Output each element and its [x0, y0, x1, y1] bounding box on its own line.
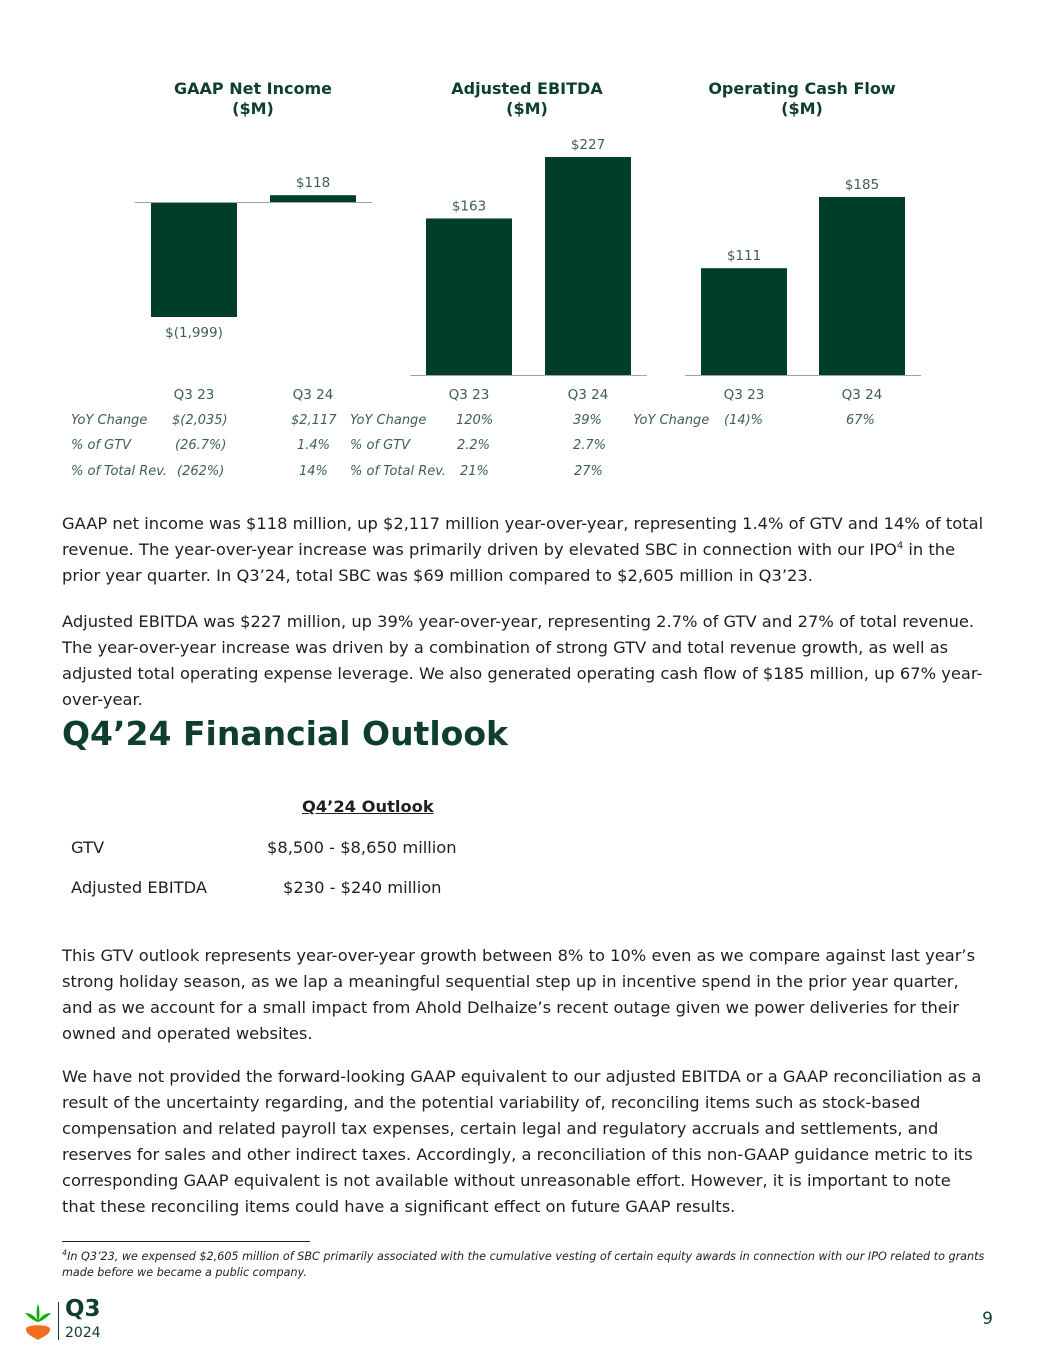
paragraph-text: in the prior year quarter. In Q3’24, total SBC was $69 million compared to $2,605 million in Q3’23.: [62, 540, 956, 585]
gtv-outlook-paragraph: This GTV outlook represents year-over-year growth between 8% to 10% even as we compare against last year’s strong holiday season, as we lap a meaningful sequential step up in incentive spend in the prior year quarter, and as we account for a small impact from Ahold Delhaize’s recent outage given we power deliveries for their owned and operated websites.: [62, 946, 976, 1043]
ebitda-paragraph: Adjusted EBITDA was $227 million, up 39% year-over-year, representing 2.7% of GTV and 27% of total revenue. The year-over-year increase was driven by a combination of strong GTV and total revenue growth, as well as adjusted total operating expense leverage. We also generated operating cash flow of $185 million, up 67% year-over-year.: [62, 612, 983, 709]
category-tick-label: Q3 23: [448, 387, 490, 403]
paragraph-text: GAAP net income was $118 million, up $2,117 million year-over-year, representing 1.4% of GTV and 14% of total revenue. The year-over-year increase was primarily driven by elevated SBC in connection with our IPO: [62, 514, 984, 559]
metric-label: YoY Change: [633, 413, 710, 428]
metric-label: % of Total Rev.: [71, 464, 168, 479]
bar-q3-23: [426, 218, 512, 375]
metric-value: 27%: [574, 464, 603, 479]
page-number: 9: [982, 1309, 993, 1329]
net-income-paragraph: [62, 511, 987, 589]
footer-year: 2024: [65, 1325, 101, 1341]
metric-value: 14%: [299, 464, 328, 479]
footer-quarter: Q3: [65, 1296, 101, 1322]
outlook-column-header: Q4’24 Outlook: [302, 797, 434, 816]
outlook-heading: Q4’24 Financial Outlook: [62, 714, 508, 753]
category-tick-label: Q3 23: [173, 387, 215, 403]
data-label: $163: [451, 198, 487, 215]
category-tick-label: Q3 24: [567, 387, 609, 403]
chart-title-unit: ($M): [232, 99, 274, 118]
metric-value: $(2,035): [172, 413, 228, 428]
metric-value: 2.7%: [573, 438, 607, 453]
footnote-marker: 4: [62, 1248, 68, 1258]
chart-title-unit: ($M): [781, 99, 823, 118]
metric-value: (26.7%): [175, 438, 227, 453]
data-label: $(1,999): [165, 325, 223, 341]
metric-value: 2.2%: [457, 438, 491, 453]
data-label: $227: [570, 137, 606, 153]
category-tick-label: Q3 24: [841, 387, 883, 403]
chart-title-line: GAAP Net Income: [174, 79, 332, 98]
charts-canvas: [0, 0, 1055, 500]
metric-value: 120%: [456, 413, 494, 428]
metric-value: (262%): [177, 464, 225, 479]
category-tick-label: Q3 24: [292, 387, 334, 403]
chart-title-line: Adjusted EBITDA: [451, 79, 603, 98]
footnote-divider: [62, 1241, 310, 1242]
metric-value: 21%: [460, 464, 489, 479]
metric-value: $2,117: [291, 413, 337, 428]
bar-q3-23: [151, 202, 237, 317]
data-label: $118: [295, 175, 331, 192]
data-label: $185: [844, 177, 880, 193]
data-label: $111: [726, 248, 762, 265]
footnote-text: In Q3’23, we expensed $2,605 million of SBC primarily associated with the cumulative vesting of certain equity awards in connection with our IPO related to grants made before we became a public company.: [62, 1250, 985, 1279]
metric-value: (14)%: [724, 413, 764, 428]
footer-divider: [58, 1302, 59, 1340]
metric-label: % of Total Rev.: [350, 464, 447, 479]
chart-title-unit: ($M): [506, 99, 548, 118]
outlook-row-label: GTV: [71, 838, 105, 857]
outlook-row-label: Adjusted EBITDA: [71, 878, 208, 897]
chart-title-line: Operating Cash Flow: [708, 79, 896, 98]
category-tick-label: Q3 23: [723, 387, 765, 403]
metric-label: % of GTV: [71, 438, 132, 453]
metric-value: 1.4%: [297, 438, 331, 453]
metric-value: 39%: [573, 413, 602, 428]
outlook-row-value: $8,500 - $8,650 million: [267, 838, 457, 857]
bar-q3-24: [545, 157, 631, 375]
non-gaap-paragraph: We have not provided the forward-looking GAAP equivalent to our adjusted EBITDA or a GAAP reconciliation as a result of the uncertainty regarding, and the potential variability of, reconciling items such as stock-based compensation and related payroll tax expenses, certain legal and regulatory accruals and settlements, and reserves for sales and other indirect taxes. Accordingly, a reconciliation of this non-GAAP guidance metric to its corresponding GAAP equivalent is not available without unreasonable effort. However, it is important to note that these reconciling items could have a significant effect on future GAAP results.: [62, 1067, 982, 1216]
metric-value: 67%: [846, 413, 875, 428]
footnote: [62, 1249, 992, 1281]
bar-q3-24: [819, 197, 905, 375]
bar-q3-23: [701, 268, 787, 375]
metric-label: % of GTV: [350, 438, 411, 453]
metric-label: YoY Change: [350, 413, 427, 428]
metric-label: YoY Change: [71, 413, 148, 428]
carrot-logo-icon: [24, 1303, 52, 1341]
footnote-reference: 4: [896, 540, 904, 552]
bar-q3-24: [270, 195, 356, 202]
outlook-row-value: $230 - $240 million: [283, 878, 442, 897]
